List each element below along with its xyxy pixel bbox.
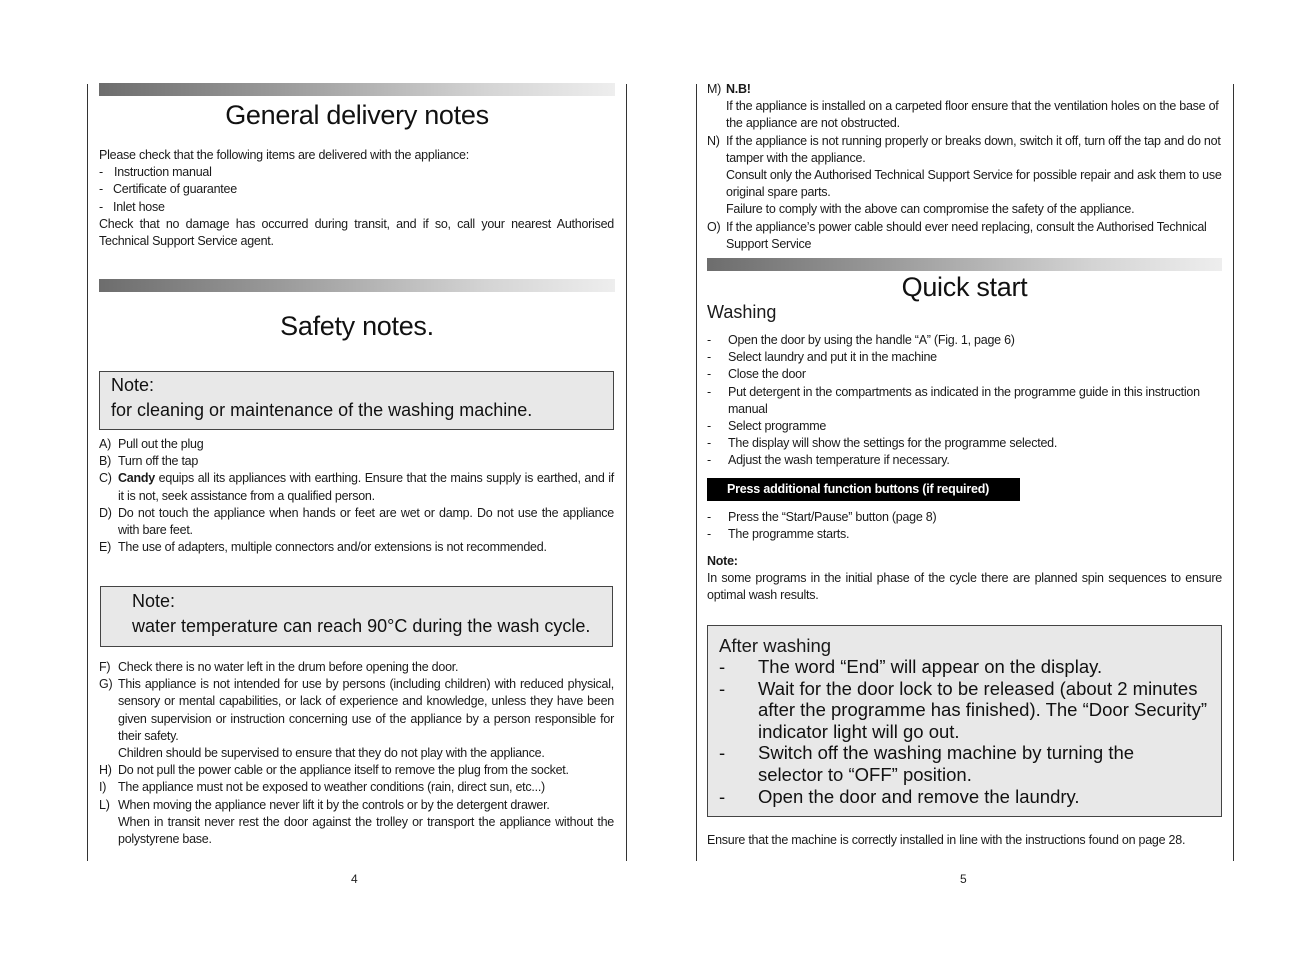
- safety-item: C) Candy equips all its appliances with earthing. Ensure that the mains supply is earthed, and if it is not, seek assistance from a qualified person.: [99, 471, 614, 503]
- step-item: - Select programme: [707, 419, 827, 434]
- safety-item: D) Do not touch the appliance when hands or feet are wet or damp. Do not use the appliance with bare feet.: [99, 505, 614, 538]
- delivery-item: - Instruction manual: [99, 165, 212, 180]
- safety-item: A) Pull out the plug: [99, 437, 204, 451]
- after-washing-item: - Open the door and remove the laundry.: [719, 785, 1080, 807]
- safety-item: G) This appliance is not intended for use by persons (including children) with reduced physical, sensory or mental capabilities, or lack of experience and knowledge, unless they have been given supervision or instruction concerning use of the appliance by a person responsible for their safety. Children should be supervised to ensure that they do not play with the appliance.: [99, 677, 614, 761]
- safety-item: L) When moving the appliance never lift it by the controls or by the detergent drawer. When in transit never rest the door against the trolley or transport the appliance without the polystyrene base.: [99, 797, 614, 847]
- safety-item: N) If the appliance is not running properly or breaks down, switch it off, turn off the tap and do not tamper with the appliance. Consult only the Authorised Technical Support Service for possible repair and ask them to use original spare parts. Failure to comply with the above can compromise the safety of the appliance.: [707, 133, 1222, 217]
- delivery-header-bar: [99, 83, 615, 96]
- step-item: - The programme starts.: [707, 527, 850, 542]
- page-number-right: 5: [960, 872, 967, 886]
- safety-item: M) N.B! If the appliance is installed on a carpeted floor ensure that the ventilation holes on the base of the appliance are not obstructed.: [707, 82, 1219, 131]
- step-item: - The display will show the settings for the programme selected.: [707, 436, 1058, 451]
- delivery-intro: Please check that the following items are delivered with the appliance:: [99, 148, 469, 162]
- quickstart-header-bar: [707, 258, 1222, 271]
- after-washing-item: - The word “End” will appear on the display.: [719, 656, 1103, 677]
- safety-item: E) The use of adapters, multiple connectors and/or extensions is not recommended.: [99, 540, 547, 555]
- quickstart-steps: [707, 332, 1223, 470]
- safety-note-label: Note:: [111, 375, 155, 395]
- temperature-note-label: Note:: [132, 591, 176, 611]
- safety-item: O) If the appliance’s power cable should ever need replacing, consult the Authorised Technical Support Service: [707, 219, 1207, 251]
- quickstart-steps-2: [707, 509, 1223, 543]
- right-page-right-rule: [1233, 84, 1234, 861]
- page-number-left: 4: [351, 872, 358, 886]
- temperature-note-box: [100, 586, 613, 647]
- safety-header-bar: [99, 279, 615, 292]
- delivery-item: - Certificate of guarantee: [99, 182, 237, 197]
- delivery-title: General delivery notes: [225, 100, 489, 130]
- step-item: - Adjust the wash temperature if necessary.: [707, 453, 950, 468]
- safety-list-f: [99, 659, 614, 848]
- left-page-left-rule: [87, 84, 88, 861]
- additional-function-banner: Press additional function buttons (if required): [707, 478, 1020, 501]
- quickstart-title: Quick start: [901, 272, 1028, 302]
- after-washing-list: [719, 656, 1219, 807]
- safety-item: B) Turn off the tap: [99, 454, 199, 469]
- installation-footer: Ensure that the machine is correctly installed in line with the instructions found on page 28.: [707, 833, 1186, 847]
- step-item: - Press the “Start/Pause” button (page 8): [707, 510, 937, 524]
- after-washing-title: After washing: [719, 635, 832, 656]
- safety-title: Safety notes.: [280, 311, 434, 341]
- quickstart-subtitle: Washing: [707, 302, 777, 322]
- safety-item: H) Do not pull the power cable or the appliance itself to remove the plug from the socket.: [99, 763, 569, 778]
- safety-note-text: for cleaning or maintenance of the washing machine.: [111, 400, 533, 420]
- safety-item: I) The appliance must not be exposed to weather conditions (rain, direct sun, etc...): [99, 780, 545, 795]
- quickstart-note-text: In some programs in the initial phase of the cycle there are planned spin sequences to ensure optimal wash results.: [707, 571, 1222, 603]
- step-item: - Select laundry and put it in the machine: [707, 350, 937, 365]
- delivery-closing: Check that no damage has occurred during transit, and if so, call your nearest Authorised Technical Support Service agent.: [99, 216, 614, 249]
- step-item: - Open the door by using the handle “A” (Fig. 1, page 6): [707, 333, 1015, 347]
- after-washing-item: - Switch off the washing machine by turning the selector to “OFF” position.: [719, 742, 1135, 785]
- after-washing-item: - Wait for the door lock to be released (about 2 minutes after the programme has finished). The “Door Security” indicator light will go out.: [719, 677, 1207, 742]
- temperature-note-text: water temperature can reach 90°C during the wash cycle.: [132, 616, 591, 636]
- safety-list-a: [99, 436, 614, 556]
- left-page-right-rule: [626, 84, 627, 861]
- delivery-section: [99, 147, 614, 250]
- safety-continued-list: [707, 81, 1223, 253]
- right-page-left-rule: [696, 84, 697, 861]
- quickstart-note: [707, 553, 1222, 605]
- quickstart-note-label: Note:: [707, 554, 738, 568]
- after-washing-box: [707, 625, 1222, 817]
- safety-note-box: [99, 371, 614, 430]
- delivery-item: - Inlet hose: [99, 199, 165, 214]
- step-item: - Close the door: [707, 367, 806, 382]
- step-item: - Put detergent in the compartments as indicated in the programme guide in this instruction manual: [707, 384, 1200, 416]
- safety-item: F) Check there is no water left in the drum before opening the door.: [99, 660, 459, 674]
